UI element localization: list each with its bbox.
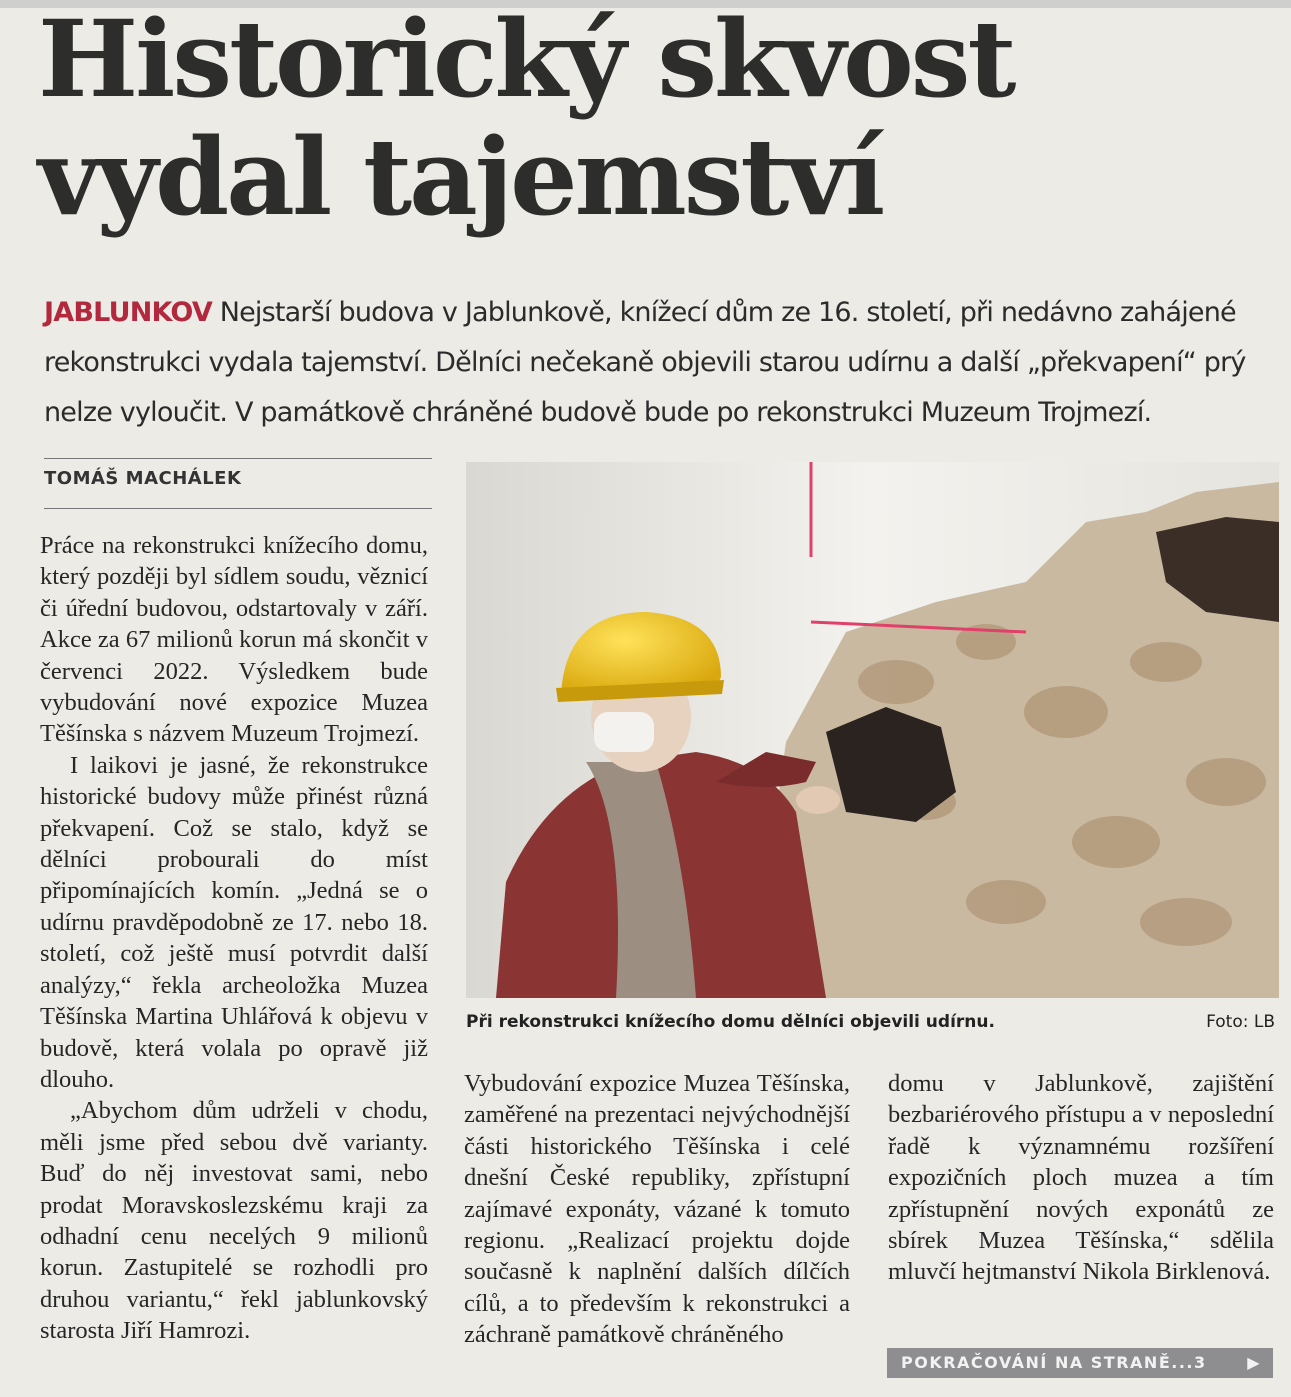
paragraph: I laikovi je jasné, že rekonstrukce historické budovy může přinést různá překvapení. Což se stalo, když se dělníci probourali do míst připomínajících komín. „Jedná se o udírnu pravděpodobně ze 17. nebo 18. století, což ještě musí potvrdit další analýzy,“ řekla archeoložka Muzea Těšínska Martina Uhlářová k objevu v budově, která volala po opravě již dlouho. xyxy=(40,751,428,1093)
body-column-1 xyxy=(40,530,428,1347)
continue-label: POKRAČOVÁNÍ NA STRANĚ...3 xyxy=(901,1353,1207,1372)
face-mask xyxy=(594,712,654,752)
play-arrow-icon: ▶ xyxy=(1247,1353,1261,1372)
worker-hand xyxy=(796,786,840,814)
continue-on-page-bar[interactable] xyxy=(887,1348,1273,1378)
byline: TOMÁŠ MACHÁLEK xyxy=(44,468,242,489)
paragraph: „Abychom dům udrželi v chodu, měli jsme před sebou dvě varianty. Buď do něj investovat sami, nebo prodat Moravskoslezskému kraji za odhadní cenu necelých 9 milionů korun. Zastupitelé se rozhodli pro druhou variantu,“ řekl jablunkovský starosta Jiří Hamrozi. xyxy=(40,1097,428,1345)
caption-text: Při rekonstrukci knížecího domu dělníci objevili udírnu. xyxy=(466,1012,995,1032)
photo-caption xyxy=(466,1012,1279,1032)
paragraph: Práce na rekonstrukci knížecího domu, který později byl sídlem soudu, věznicí či úřední budovou, odstartovaly v září. Akce za 67 milionů korun má skončit v červenci 2022. Výsledkem bude vybudování nové expozice Muzea Těšínska s názvem Muzeum Trojmezí. xyxy=(40,532,428,748)
article-photo xyxy=(466,462,1279,998)
headline: Historický skvost vydal tajemství xyxy=(38,0,1014,239)
paragraph: Vybudování expozice Muzea Těšínska, zaměřené na prezentaci nejvýchodnější části historického Těšínska i celé dnešní České republiky, zpřístupní zajímavé exponáty, vázané k tomuto regionu. „Realizací projektu dojde současně k naplnění dalších dílčích cílů, a to především k rekonstrukci a záchraně památkově chráněného xyxy=(464,1070,850,1349)
byline-rule-top xyxy=(44,458,432,459)
photo-credit: Foto: LB xyxy=(1206,1012,1275,1032)
byline-rule-bottom xyxy=(44,508,432,509)
body-column-2 xyxy=(464,1068,850,1351)
body-column-3 xyxy=(888,1068,1274,1288)
lead-text: Nejstarší budova v Jablunkově, knížecí dům ze 16. století, při nedávno zahájené rekonstrukci vydala tajemství. Dělníci nečekaně objevili starou udírnu a další „překvapení“ prý nelze vyloučit. V památkově chráněné budově bude po rekonstrukci Muzeum Trojmezí. xyxy=(44,297,1246,428)
dateline-place: JABLUNKOV xyxy=(44,297,212,328)
photo-illustration xyxy=(466,462,1279,998)
paragraph: domu v Jablunkově, zajištění bezbariérového přístupu a v neposlední řadě k významnému rozšíření expozičních ploch muzea a tím zpřístupnění nových exponátů ze sbírek Muzea Těšínska,“ sdělila mluvčí hejtmanství Nikola Birklenová. xyxy=(888,1070,1274,1286)
lead-paragraph xyxy=(44,288,1284,438)
